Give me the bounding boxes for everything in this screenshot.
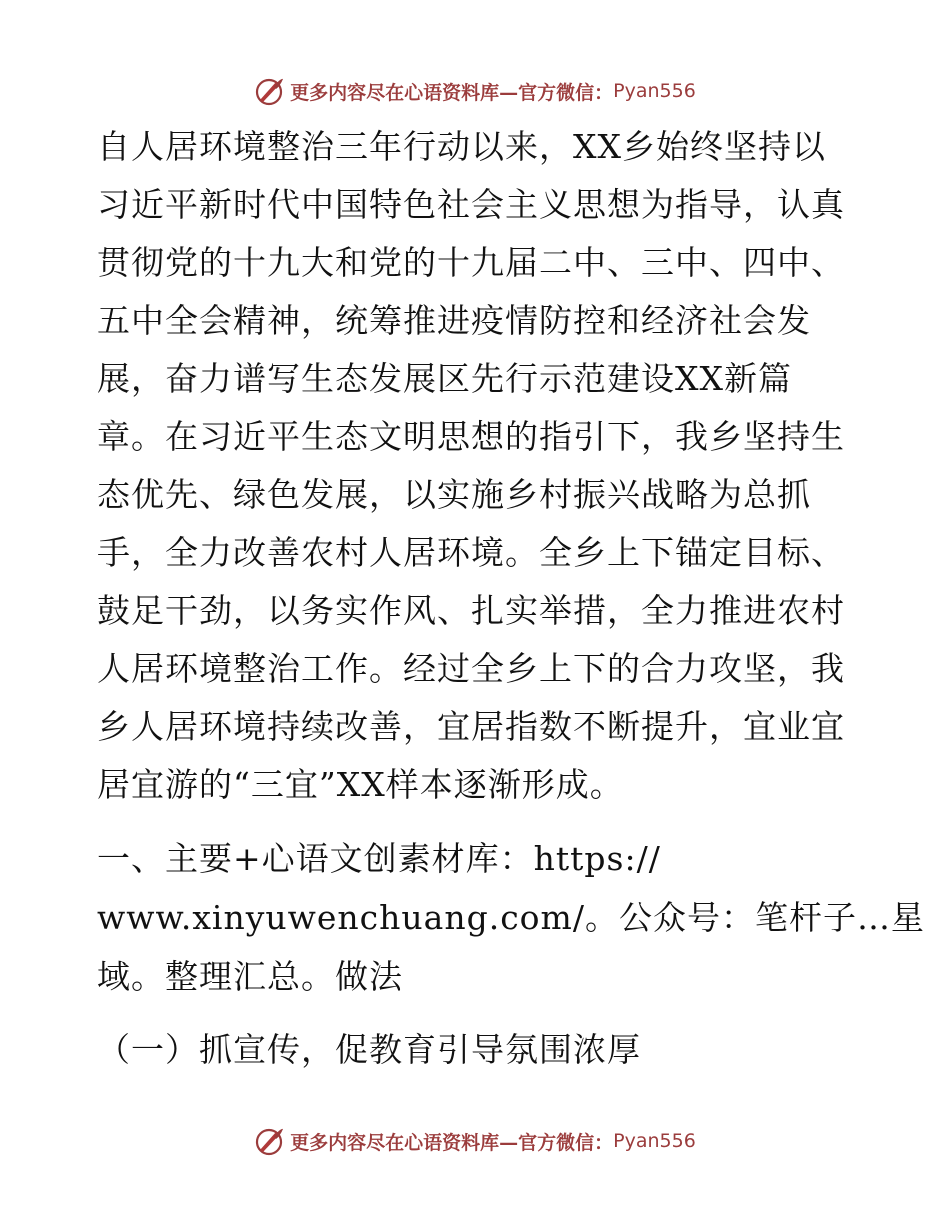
footer-watermark [0, 1124, 950, 1158]
text-line: 五中全会精神，统筹推进疫情防控和经济社会发 [97, 301, 811, 340]
watermark-text: 更多内容尽在心语资料库—官方微信： [290, 81, 614, 104]
text-line: 态优先、绿色发展，以实施乡村振兴战略为总抓 [97, 475, 811, 514]
text-line: www.xinyuwenchuang.com/。公众号：笔杆子…星 [97, 898, 925, 937]
text-line: 鼓足干劲，以务实作风、扎实举措，全力推进农村 [97, 591, 845, 630]
text-line: 域。整理汇总。做法 [97, 957, 403, 996]
text-line: 居宜游的“三宜”XX样本逐渐形成。 [97, 765, 624, 804]
text-line: 手，全力改善农村人居环境。全乡上下锚定目标、 [97, 533, 845, 572]
watermark-handle: Pyan556 [613, 80, 696, 102]
text-line: 章。在习近平生态文明思想的指引下，我乡坚持生 [97, 417, 845, 456]
section-heading: 一、主要+心语文创素材库：https:// [97, 839, 661, 878]
text-line: 自人居环境整治三年行动以来，XX乡始终坚持以 [97, 127, 826, 166]
text-line: 人居环境整治工作。经过全乡上下的合力攻坚，我 [97, 649, 845, 688]
text-line: 乡人居环境持续改善，宜居指数不断提升，宜业宜 [97, 707, 845, 746]
subsection-heading: （一）抓宣传，促教育引导氛围浓厚 [97, 1030, 641, 1069]
watermark-handle: Pyan556 [613, 1130, 696, 1152]
text-line: 贯彻党的十九大和党的十九届二中、三中、四中、 [97, 243, 845, 282]
text-line: 习近平新时代中国特色社会主义思想为指导，认真 [97, 185, 845, 224]
text-line: 展，奋力谱写生态发展区先行示范建设XX新篇 [97, 359, 792, 398]
watermark-text: 更多内容尽在心语资料库—官方微信： [290, 1131, 614, 1154]
quill-logo-icon [254, 1126, 284, 1156]
